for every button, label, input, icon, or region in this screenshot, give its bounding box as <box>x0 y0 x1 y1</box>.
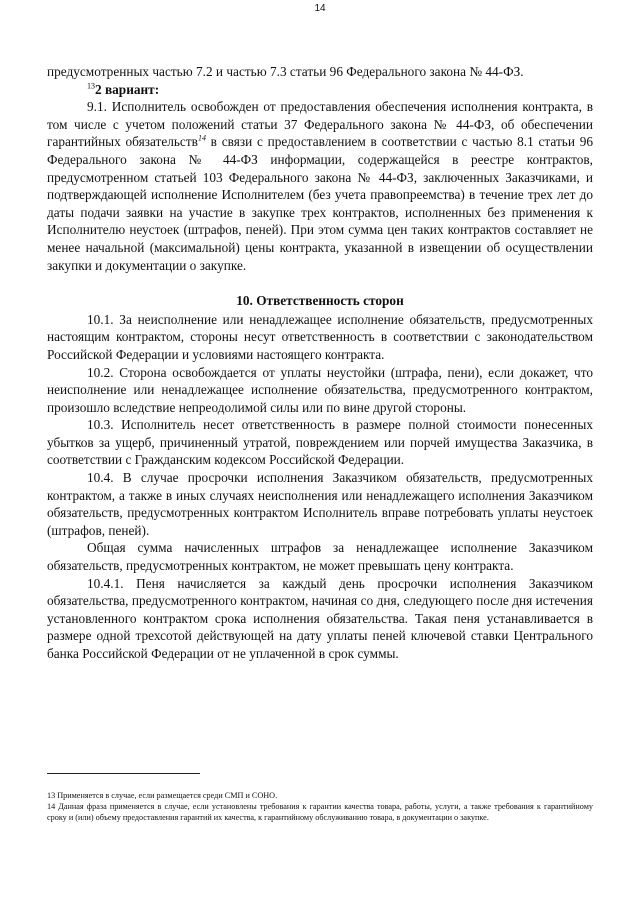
clause-10-1: 10.1. За неисполнение или ненадлежащее исполнение обязательств, предусмотренных настоящим контрактом, стороны несут ответственность в соответствии с законодательством Российской Федерации и условиями настоящего контракта. <box>47 311 593 362</box>
section-10-title: 10. Ответственность сторон <box>236 293 404 309</box>
footnote-ref-13[interactable]: 13 <box>87 81 95 91</box>
clause-10-4-1: 10.4.1. Пеня начисляется за каждый день просрочки исполнения Заказчиком обязательства, предусмотренного контрактом, начиная со дня, следующего после дня истечения установленного контрактом срока исполнения обязательства. Такая пеня устанавливается в размере одной трехсотой действующей на дату уплаты пеней ключевой ставки Центрального банка Российской Федерации от не уплаченной в срок суммы. <box>47 575 593 661</box>
clause-9-1-text-start: 9.1. Исполнитель освобожден от предоставления обеспечения исполнения контракта, в том числе с учетом положений статьи 37 Федерального закона № 44-ФЗ, об обеспечении гарантийных обязательств <box>47 99 593 150</box>
footnote-ref-14[interactable]: 14 <box>197 133 206 143</box>
footnote-divider <box>47 773 200 774</box>
clause-9-1 <box>47 98 593 274</box>
document-body <box>47 63 593 663</box>
clause-9-1-text-end: в связи с предоставлением в соответствии с частью 8.1 статьи 96 Федерального закона № 44-ФЗ информации, содержащейся в реестре контрактов, предусмотренном статьей 103 Федерального закона № 44-ФЗ, заключенных Заказчиками, и подтверждающей исполнение Исполнителем (без учета правопреемства) в течение трех лет до даты подачи заявки на участие в закупке трех контрактов, исполненных без применения к Исполнителю неустоек (штрафов, пеней). При этом сумма цен таких контрактов составляет не менее начальной (максимальной) цены контракта, указанной в извещении об осуществлении закупки и документации о закупке. <box>47 134 593 273</box>
footnote-14: 14 Данная фраза применяется в случае, если установлены требования к гарантии качества товара, работы, услуги, а также требования к гарантийному сроку и (или) объему предоставления гарантий их качества, к гарантийному обслуживанию товара, в документации о закупке. <box>47 801 593 822</box>
clause-10-3: 10.3. Исполнитель несет ответственность в размере полной стоимости понесенных убытков за ущерб, причиненный утратой, повреждением или порчей имущества Заказчика, в соответствии с Гражданским кодексом Российской Федерации. <box>47 417 593 468</box>
clause-10-4: 10.4. В случае просрочки исполнения Заказчиком обязательств, предусмотренных контрактом, а также в иных случаях неисполнения или ненадлежащего исполнения Заказчиком обязательств, предусмотренных контрактом Исполнитель вправе потребовать уплаты неустоек (штрафов, пеней). <box>47 470 593 538</box>
footnote-13: 13 Применяется в случае, если размещается среди СМП и СОНО. <box>47 791 278 800</box>
page-number: 14 <box>314 3 326 14</box>
continuation-line: предусмотренных частью 7.2 и частью 7.3 статьи 96 Федерального закона № 44-ФЗ. <box>47 64 524 79</box>
clause-10-2: 10.2. Сторона освобождается от уплаты неустойки (штрафа, пени), если докажет, что неисполнение или ненадлежащее исполнение обязательства, предусмотренного контрактом, произошло вследствие непреодолимой силы или по вине другой стороны. <box>47 364 593 415</box>
clause-10-4-penalty-cap: Общая сумма начисленных штрафов за ненадлежащее исполнение Заказчиком обязательств, предусмотренных контрактом, не может превышать цену контракта. <box>47 540 593 574</box>
footnotes <box>47 791 593 823</box>
variant-heading <box>47 81 593 99</box>
variant-label: 2 вариант: <box>95 81 160 97</box>
